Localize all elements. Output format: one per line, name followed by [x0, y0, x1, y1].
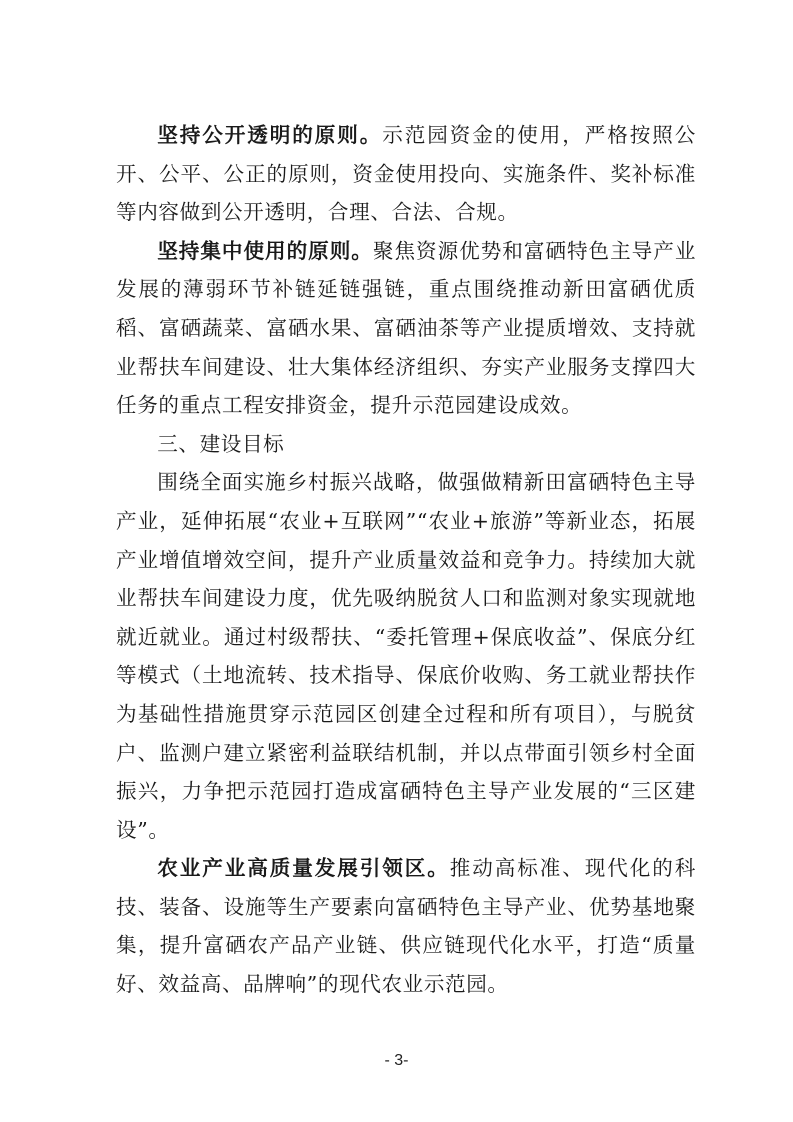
paragraph-construction-goals: 围绕全面实施乡村振兴战略，做强做精新田富硒特色主导产业，延伸拓展“农业+互联网”“农业+旅游”等新业态，拓展产业增值增效空间，提升产业质量效益和竞争力。持续加大就业帮扶车间建设力度，优先吸纳脱贫人口和监测对象实现就地就近就业。通过村级帮扶、“委托管理+保底收益”、保底分红等模式（土地流转、技术指导、保底价收购、务工就业帮扶作为基础性措施贯穿示范园区创建全过程和所有项目），与脱贫户、监测户建立紧密利益联结机制，并以点带面引领乡村全面振兴，力争把示范园打造成富硒特色主导产业发展的“三区建设”。	[116, 470, 696, 842]
paragraph-leading-zone	[116, 849, 696, 1003]
paragraph-lead: 坚持集中使用的原则。	[157, 238, 373, 263]
paragraph-transparency-principle	[116, 116, 696, 232]
paragraph-text: 示范园资金的使用，严格按照公开、公平、公正的原则，资金使用投向、实施条件、奖补标准等内容做到公开透明，合理、合法、合规。	[116, 123, 697, 225]
paragraph-text: 聚焦资源优势和富硒特色主导产业发展的薄弱环节补链延链强链，重点围绕推动新田富硒优质稻、富硒蔬菜、富硒水果、富硒油茶等产业提质增效、支持就业帮扶车间建设、壮大集体经济组织、夯实产业服务支撑四大任务的重点工程安排资金，提升示范园建设成效。	[116, 238, 697, 418]
page-number: - 3-	[384, 1052, 409, 1069]
paragraph-text: 推动高标准、现代化的科技、装备、设施等生产要素向富硒特色主导产业、优势基地聚集，提升富硒农产品产业链、供应链现代化水平，打造“质量好、效益高、品牌响”的现代农业示范园。	[116, 856, 696, 997]
section-heading: 三、建设目标	[157, 431, 285, 456]
document-body	[116, 116, 696, 1004]
paragraph-concentrated-use-principle	[116, 232, 696, 425]
paragraph-lead: 坚持公开透明的原则。	[157, 123, 383, 147]
paragraph-lead: 农业产业高质量发展引领区。	[157, 856, 450, 881]
